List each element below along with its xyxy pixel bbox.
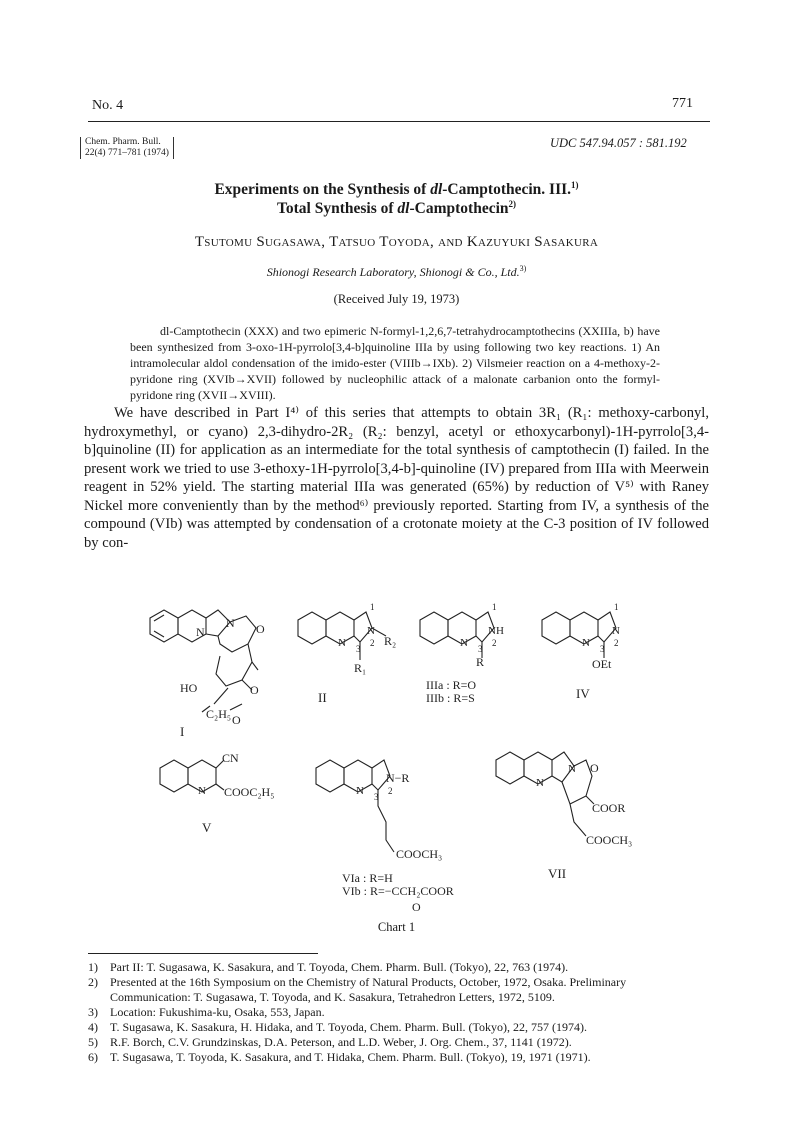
compound-i-carbonyl-o: O — [256, 622, 265, 636]
compound-v-structure — [160, 751, 274, 835]
compound-vii-label: VII — [548, 866, 567, 881]
compound-iv-n-atom-2: N — [612, 625, 620, 637]
compound-ii-structure — [298, 602, 396, 705]
affiliation: Shionogi Research Laboratory, Shionogi & Co., Ltd.$^{3)}$ — [266, 264, 527, 279]
compound-vii-structure — [496, 752, 632, 881]
compound-i-hydroxyl: HO — [180, 681, 198, 695]
footnote-item: 1) Part II: T. Sugasawa, K. Sasakura, and T. Toyoda, Chem. Pharm. Bull. (Tokyo), 22, 763 (1974). — [88, 960, 569, 974]
compound-iii-position-2: 2 — [492, 638, 497, 648]
compound-vi-position-3: 3 — [374, 792, 379, 802]
received-date: (Received July 19, 1973) — [333, 292, 460, 306]
compound-v-n-atom: N — [198, 785, 206, 797]
compound-iv-ethoxy: OEt — [592, 657, 612, 671]
issue-number: No. 4 — [92, 98, 124, 113]
compound-ii-r2: R₂ — [384, 634, 397, 648]
compound-iiia-label: IIIa : R=O — [426, 678, 477, 692]
footnote-item: 5) R.F. Borch, C.V. Grundzinskas, D.A. Peterson, and L.D. Weber, J. Org. Chem., 37, 1141 (1972). — [88, 1035, 572, 1049]
compound-vii-n-atom-2: N — [568, 763, 576, 775]
compound-vib-label: VIb : R=−CCH₂COOR — [342, 884, 454, 898]
compound-i-ring-o: O — [250, 683, 259, 697]
compound-vii-carbonyl-o: O — [590, 761, 599, 775]
compound-iii-structure — [420, 602, 504, 705]
journal-reference-volume: 22(4) 771–781 (1974) — [85, 148, 169, 158]
compound-iiib-label: IIIb : R=S — [426, 691, 475, 705]
compound-v-label: V — [202, 820, 212, 835]
compound-ii-position-1: 1 — [370, 602, 375, 612]
header-rule — [88, 121, 710, 122]
footnote-item: 2) Presented at the 16th Symposium on the Chemistry of Natural Products, October, 1972, Osaka. Preliminary Communication: T. Sugasawa, T. Toyoda, and K. Sasakura, Tetrahedron Letters, 1972, 5109. — [88, 975, 627, 1004]
compound-i-structure — [150, 610, 265, 739]
footnote-item: 3) Location: Fukushima-ku, Osaka, 553, Japan. — [88, 1005, 325, 1019]
compound-vi-structure — [316, 760, 454, 914]
compound-i-label: I — [180, 724, 185, 739]
compound-vii-ester-ch3: COOCH₃ — [586, 833, 633, 847]
compound-vii-n-atom: N — [536, 777, 544, 789]
compound-v-cyano: CN — [222, 751, 239, 765]
compound-ii-r1: R₁ — [354, 661, 367, 675]
compound-iv-structure — [542, 602, 620, 701]
compound-vi-position-2: 2 — [388, 786, 393, 796]
udc-code: UDC 547.94.057 : 581.192 — [550, 136, 687, 150]
compound-vi-n-atom: N — [356, 785, 364, 797]
compound-iii-position-3: 3 — [478, 644, 483, 654]
compound-vib-carbonyl-o: O — [412, 900, 421, 914]
footnote-item: 4) T. Sugasawa, K. Sasakura, H. Hidaka, and T. Toyoda, Chem. Pharm. Bull. (Tokyo), 22, 757 (1974). — [88, 1020, 588, 1034]
compound-iii-n-atom: N — [460, 637, 468, 649]
compound-iv-label: IV — [576, 686, 590, 701]
compound-i-ethyl: C₂H₅ — [206, 707, 232, 721]
compound-iv-position-2: 2 — [614, 638, 619, 648]
compound-iv-n-atom: N — [582, 637, 590, 649]
compound-vi-ester: COOCH₃ — [396, 847, 443, 861]
journal-reference — [80, 137, 174, 159]
compound-i-n-atom-1: N — [196, 625, 205, 639]
compound-iii-nh: NH — [488, 625, 504, 637]
compound-via-label: VIa : R=H — [342, 871, 393, 885]
paper-title-line-1: Experiments on the Synthesis of dl-Camptothecin. III.$^{1)}$ — [214, 180, 579, 199]
footnotes — [88, 960, 708, 1065]
compound-vii-ester-r: COOR — [592, 801, 626, 815]
compound-iv-position-1: 1 — [614, 602, 619, 612]
body-paragraph: We have described in Part I⁴⁾ of this series that attempts to obtain 3R₁ (R₁: methoxy-carbonyl, hydroxymethyl, or cyano) 2,3-dihydro-2R₂ (R₂: benzyl, acetyl or ethoxycarbonyl)-1H-pyrrolo[3,4-b]quinoline (II) for application as an intermediate for the total synthesis of camptothecin (I) failed. In the present work we tried to use 3-ethoxy-1H-pyrrolo[3,4-b]-quinoline (IV) prepared from IIIa with Meerwein reagent in 52% yield. The starting material IIIa was generated (65%) by reduction of V⁵⁾ with Raney Nickel more conveniently than by the method⁶⁾ previously reported. Starting from IV, a synthesis of the compound (VIb) was attempted by condensation of a crotonate moiety at the C-3 position of IV followed by con- — [84, 405, 709, 551]
chart-1-structures — [130, 600, 730, 930]
compound-iii-position-1: 1 — [492, 602, 497, 612]
journal-reference-name: Chem. Pharm. Bull. — [85, 137, 161, 147]
compound-ii-position-3: 3 — [356, 644, 361, 654]
compound-ii-n-atom-2: N — [367, 625, 375, 637]
compound-iii-r: R — [476, 655, 485, 669]
compound-vi-n-r: N−R — [386, 771, 410, 785]
footnote-rule — [88, 953, 318, 954]
compound-ii-n-atom: N — [338, 637, 346, 649]
compound-i-n-atom-2: N — [226, 616, 235, 630]
footnote-item: 6) T. Sugasawa, T. Toyoda, K. Sasakura, and T. Hidaka, Chem. Pharm. Bull. (Tokyo), 19, 1971 (1971). — [88, 1050, 591, 1064]
paper-title-line-2: Total Synthesis of dl-Camptothecin$^{2)}$ — [276, 199, 517, 218]
compound-iv-position-3: 3 — [600, 644, 605, 654]
compound-v-ester: COOC₂H₅ — [224, 785, 275, 799]
chart-caption: Chart 1 — [377, 920, 416, 934]
compound-ii-position-2: 2 — [370, 638, 375, 648]
compound-ii-label: II — [318, 690, 327, 705]
page-number: 771 — [672, 96, 693, 111]
abstract: dl-Camptothecin (XXX) and two epimeric N-formyl-1,2,6,7-tetrahydrocamptothecins (XXIIIa, b) have been synthesized from 3-oxo-1H-pyrrolo[3,4-b]quinoline IIIa by using following two key reactions. 1) An intramolecular aldol condensation of the imido-ester (VIIIb→IXb). 2) Vilsmeier reaction on a 4-methoxy-2-pyridone ring (XVIb→XVII) followed by nucleophilic attack of a malonate carbanion onto the formyl-pyridone ring (XVII→XVIII). — [130, 324, 660, 402]
compound-i-lactone-o: O — [232, 713, 241, 727]
authors: Tsutomu Sugasawa, Tatsuo Toyoda, and Kazuyuki Sasakura — [194, 234, 599, 250]
